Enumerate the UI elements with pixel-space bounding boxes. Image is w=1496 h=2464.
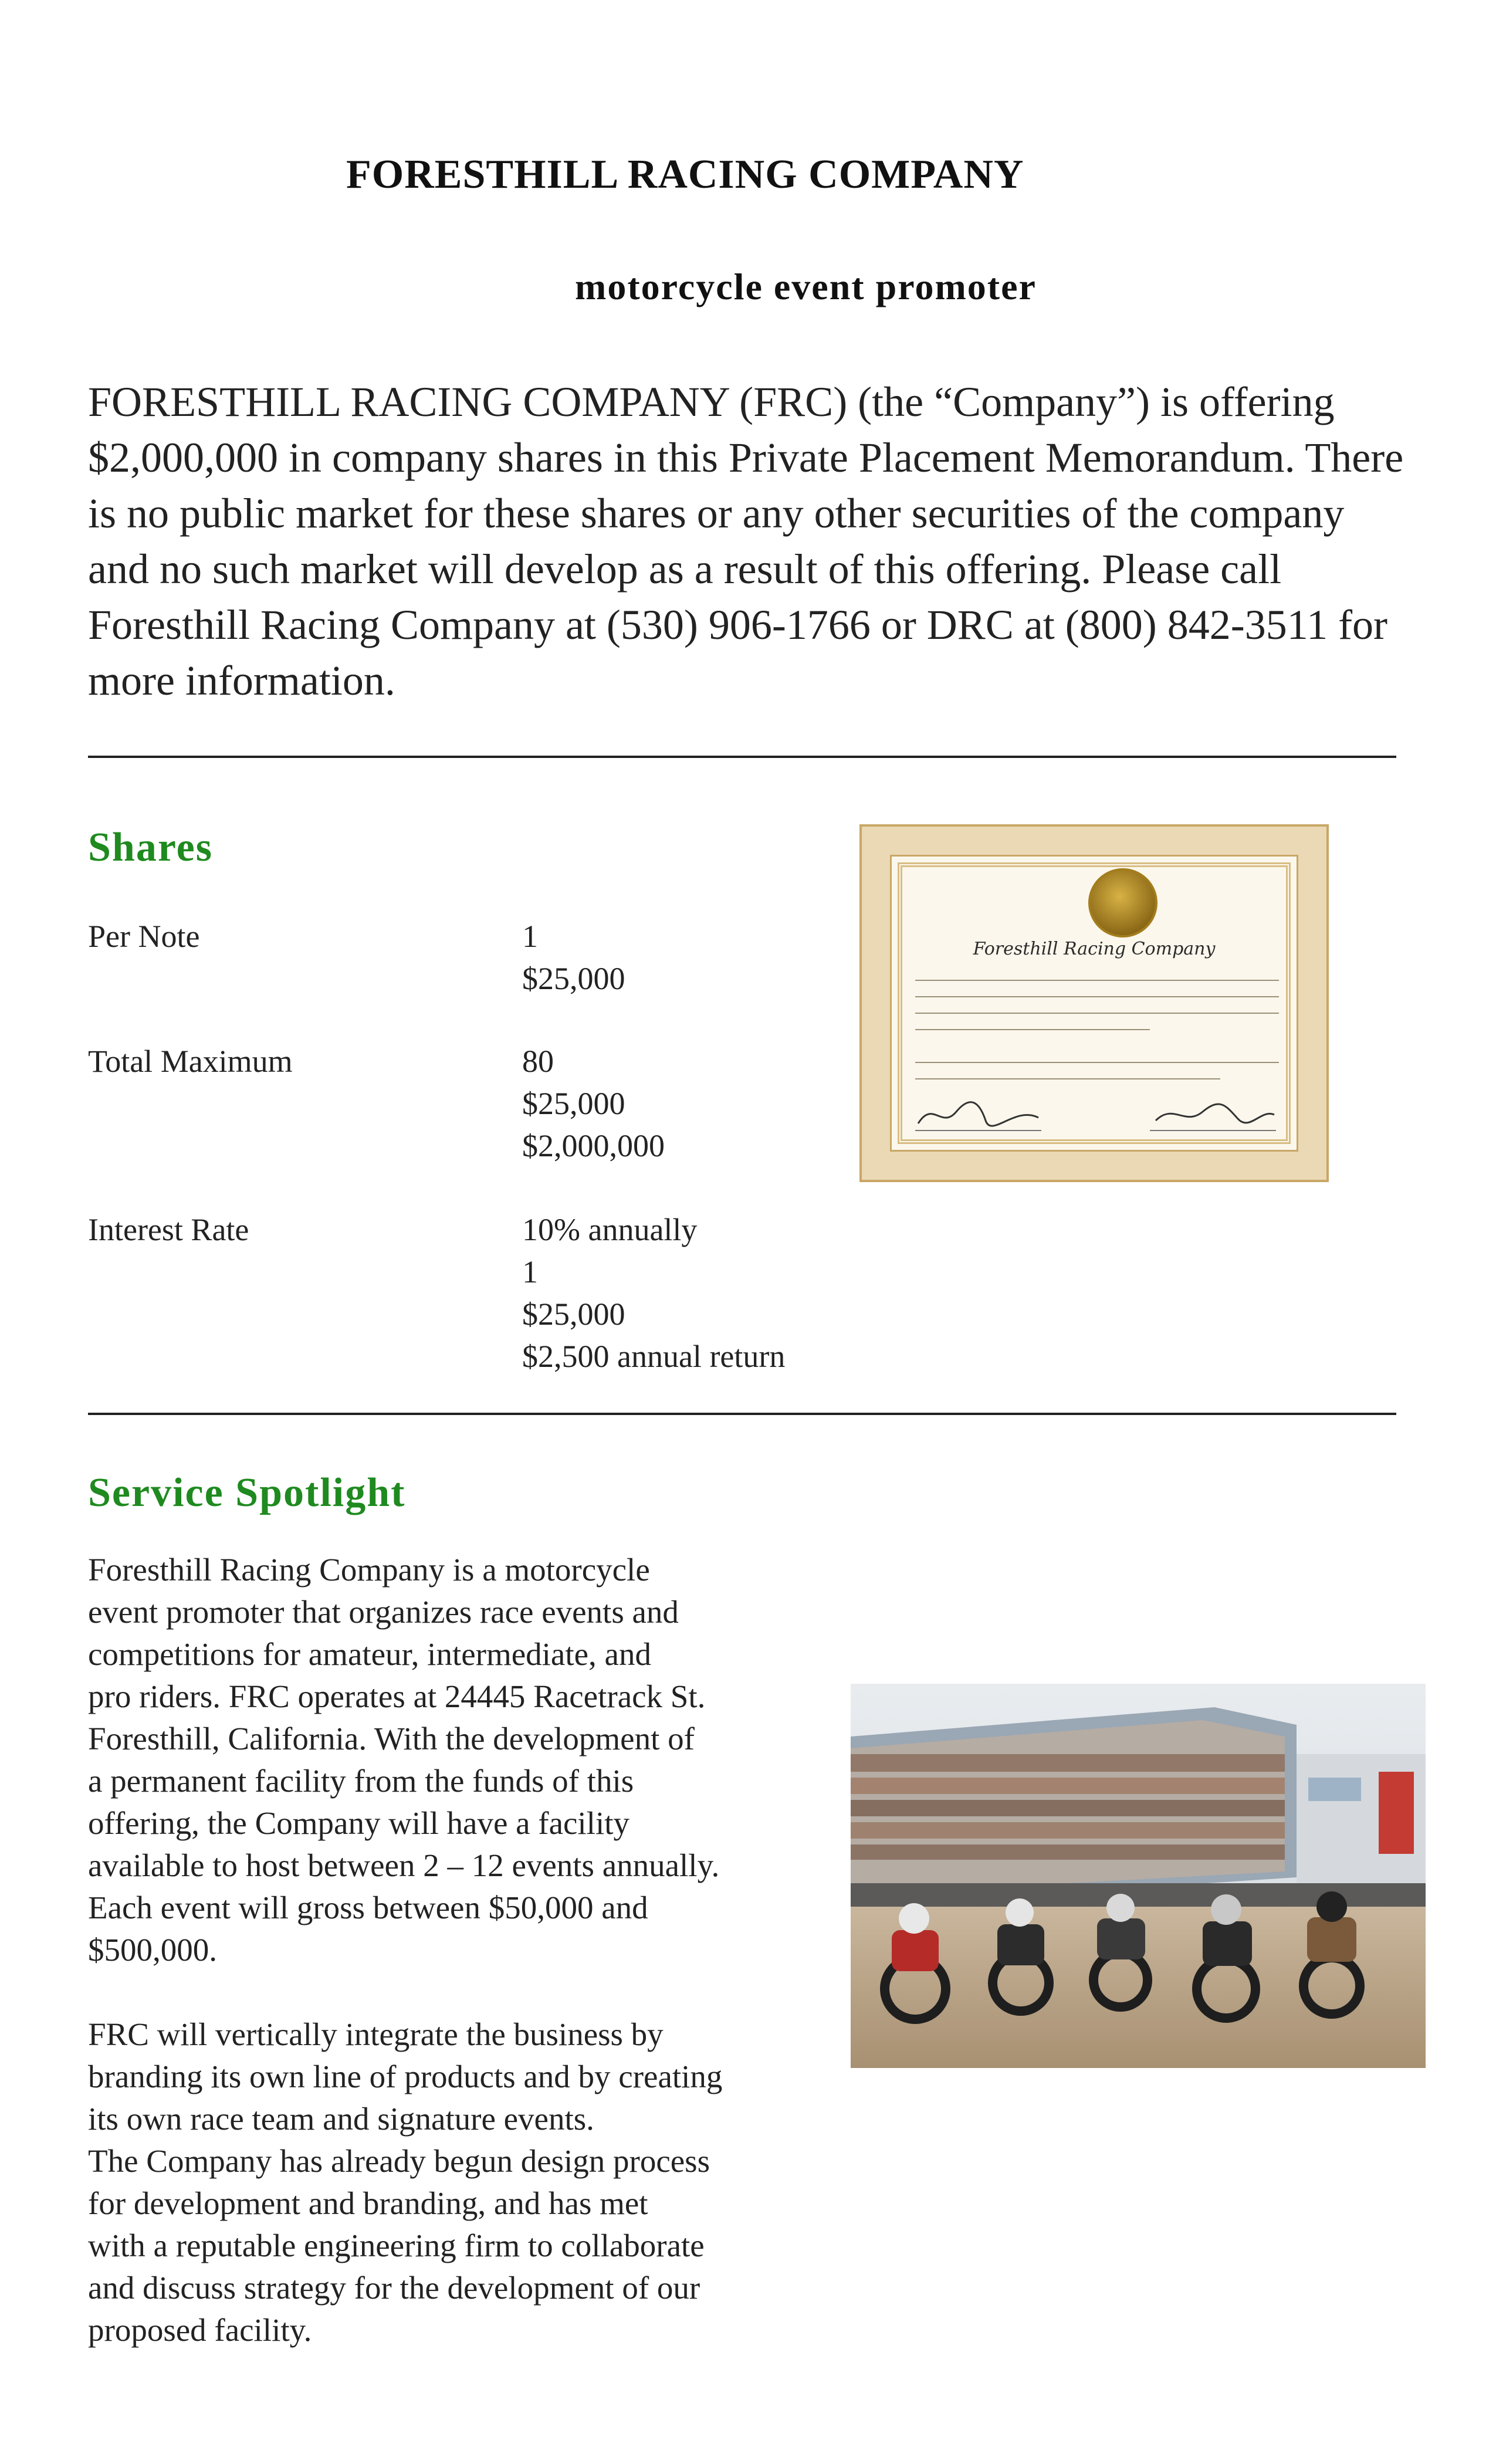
- service-spotlight-heading: Service Spotlight: [88, 1470, 406, 1515]
- text-line: The Company has already begun design process: [88, 2143, 710, 2179]
- signature-left-icon: [915, 1094, 1044, 1135]
- text-line: with a reputable engineering firm to collaborate: [88, 2228, 705, 2263]
- row-values: [522, 1209, 785, 1377]
- row-label: Total Maximum: [88, 1044, 293, 1079]
- divider-top: [88, 756, 1396, 758]
- text-line: Foresthill, California. With the development of: [88, 1721, 695, 1756]
- intro-paragraph: FORESTHILL RACING COMPANY (FRC) (the “Company”) is offering $2,000,000 in company shares in this Private Placement Memorandum. There is no public market for these shares or any other securities of the company and no such market will develop as a result of this offering. Please call Foresthill Racing Company at (530) 906-1766 or DRC at (800) 842-3511 for more information.: [88, 378, 1404, 704]
- row-value: 80: [522, 1044, 554, 1079]
- text-line: its own race team and signature events.: [88, 2101, 594, 2137]
- row-label: Interest Rate: [88, 1212, 249, 1247]
- row-value: $25,000: [522, 1086, 625, 1121]
- text-line: available to host between 2 – 12 events annually.: [88, 1847, 720, 1883]
- row-value: $2,000,000: [522, 1128, 665, 1163]
- row-value: 10% annually: [522, 1212, 698, 1247]
- text-line: pro riders. FRC operates at 24445 Racetrack St.: [88, 1678, 706, 1714]
- document-title: FORESTHILL RACING COMPANY: [346, 152, 1024, 197]
- document-subtitle: motorcycle event promoter: [575, 266, 1037, 307]
- share-certificate-image: [859, 824, 1329, 1182]
- motorcycle-race-photo: [851, 1684, 1426, 2068]
- text-line: for development and branding, and has met: [88, 2185, 648, 2221]
- text-line: event promoter that organizes race events and: [88, 1594, 679, 1630]
- row-label: Per Note: [88, 919, 200, 954]
- row-values: [522, 1040, 665, 1167]
- row-values: [522, 915, 625, 1000]
- service-spotlight-text: [88, 1549, 839, 2351]
- row-value: 1: [522, 919, 538, 954]
- text-line: a permanent facility from the funds of this: [88, 1763, 634, 1799]
- text-line: offering, the Company will have a facility: [88, 1805, 630, 1841]
- text-line: and discuss strategy for the development of our: [88, 2270, 700, 2306]
- text-line: $500,000.: [88, 1932, 217, 1968]
- row-value: $2,500 annual return: [522, 1339, 786, 1374]
- text-line: branding its own line of products and by creating: [88, 2059, 723, 2094]
- gold-seal-icon: [1088, 868, 1157, 937]
- text-line: Foresthill Racing Company is a motorcycle: [88, 1552, 650, 1588]
- shares-heading: Shares: [88, 825, 213, 870]
- text-line: proposed facility.: [88, 2312, 312, 2348]
- row-value: 1: [522, 1254, 538, 1289]
- signature-right-icon: [1150, 1094, 1279, 1135]
- text-line: Each event will gross between $50,000 and: [88, 1890, 648, 1925]
- text-line: competitions for amateur, intermediate, and: [88, 1636, 651, 1672]
- divider-middle: [88, 1413, 1396, 1415]
- text-line: FRC will vertically integrate the business by: [88, 2016, 664, 2052]
- certificate-company-name: Foresthill Racing Company: [973, 939, 1216, 959]
- row-value: $25,000: [522, 1297, 625, 1332]
- row-value: $25,000: [522, 961, 625, 996]
